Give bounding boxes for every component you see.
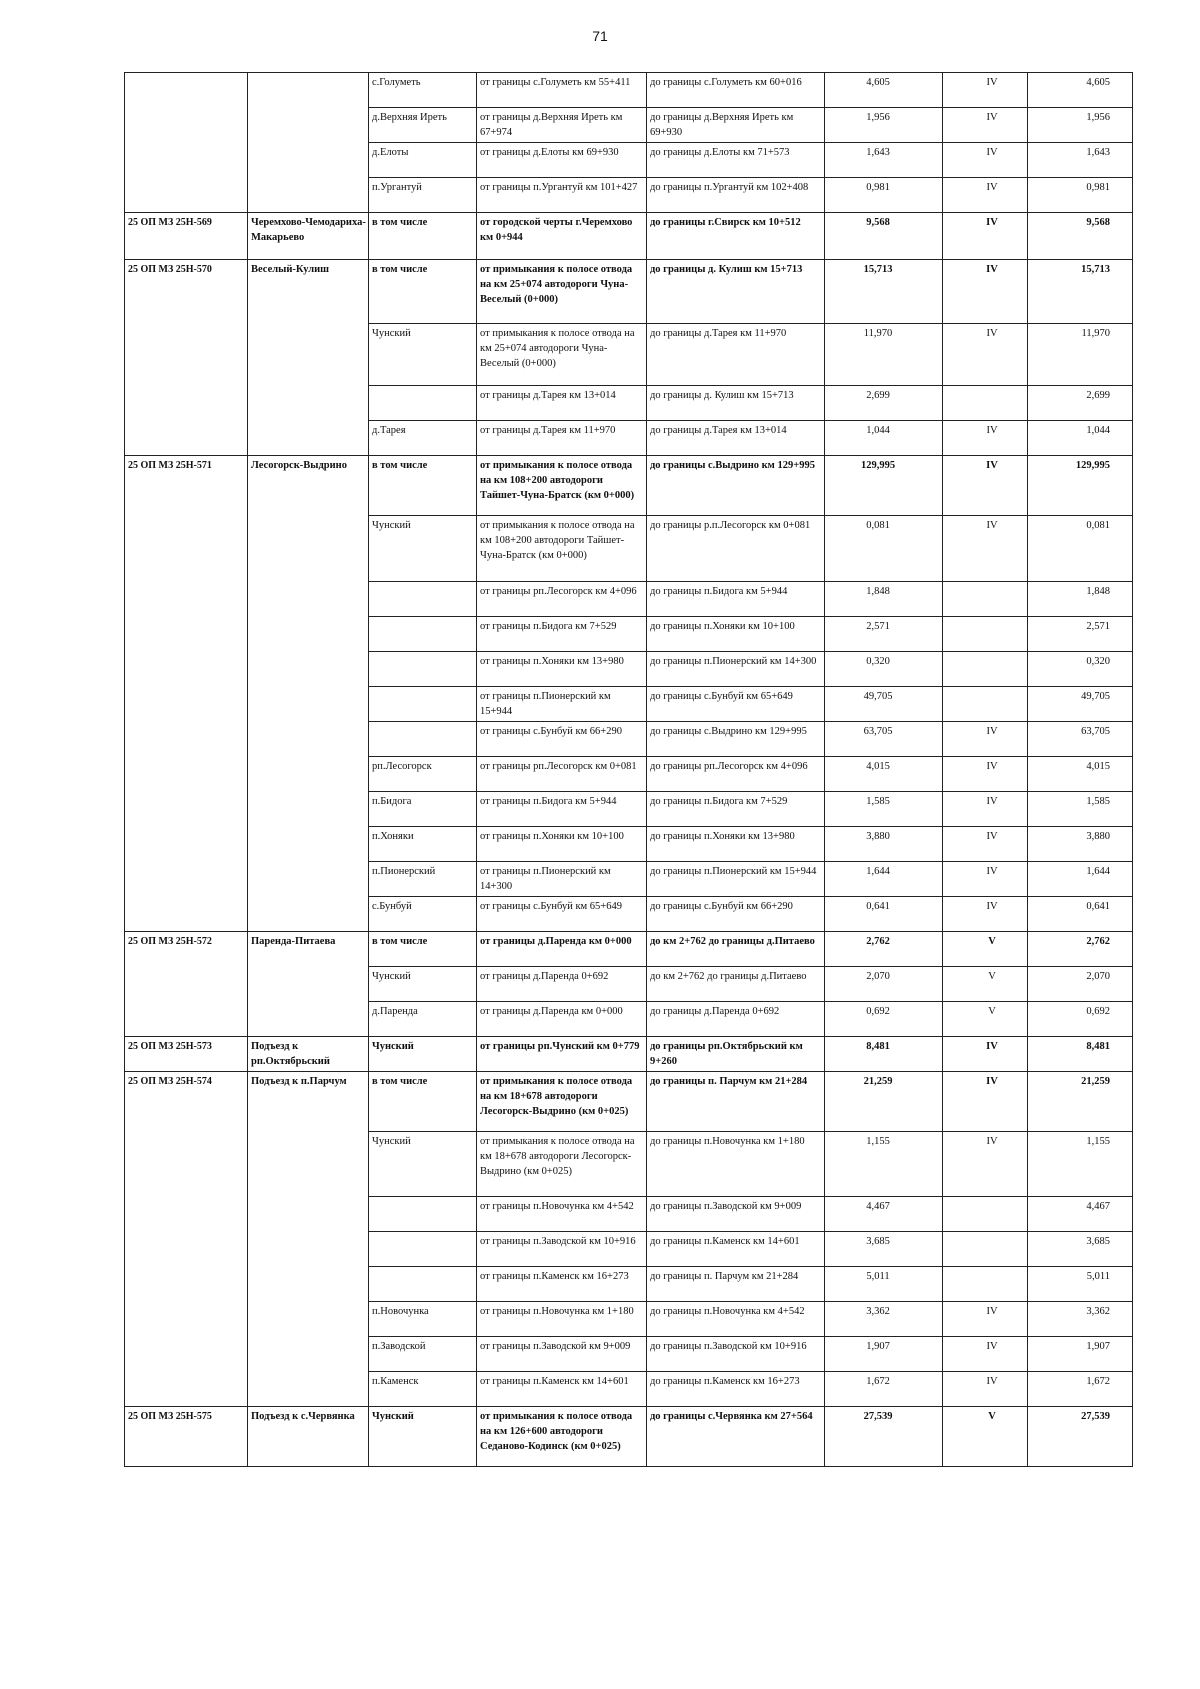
total-cell: 2,571 <box>1028 617 1133 652</box>
from-cell: от примыкания к полосе отвода на км 18+678 автодороги Лесогорск-Выдрино (км 0+025) <box>477 1132 647 1197</box>
length-cell: 49,705 <box>825 687 943 722</box>
to-cell: до границы с.Бунбуй км 66+290 <box>647 897 825 932</box>
road-code-cell: 25 ОП МЗ 25Н-573 <box>125 1037 248 1072</box>
to-cell: до границы п. Парчум км 21+284 <box>647 1072 825 1132</box>
locality-cell <box>369 1267 477 1302</box>
total-cell: 129,995 <box>1028 456 1133 516</box>
locality-cell: п.Бидога <box>369 792 477 827</box>
total-cell: 1,585 <box>1028 792 1133 827</box>
from-cell: от границы п.Ургантуй км 101+427 <box>477 178 647 213</box>
to-cell: до границы с.Голуметь км 60+016 <box>647 73 825 108</box>
to-cell: до границы п.Хоняки км 10+100 <box>647 617 825 652</box>
category-cell: IV <box>943 1337 1028 1372</box>
total-cell: 63,705 <box>1028 722 1133 757</box>
length-cell: 1,585 <box>825 792 943 827</box>
from-cell: от границы п.Заводской км 10+916 <box>477 1232 647 1267</box>
to-cell: до границы п.Пионерский км 14+300 <box>647 652 825 687</box>
from-cell: от границы рп.Чунский км 0+779 <box>477 1037 647 1072</box>
locality-cell: п.Заводской <box>369 1337 477 1372</box>
total-cell: 3,362 <box>1028 1302 1133 1337</box>
to-cell: до границы п.Пионерский км 15+944 <box>647 862 825 897</box>
total-cell: 1,956 <box>1028 108 1133 143</box>
locality-cell: рп.Лесогорск <box>369 757 477 792</box>
length-cell: 1,044 <box>825 421 943 456</box>
category-cell <box>943 687 1028 722</box>
category-cell: V <box>943 967 1028 1002</box>
total-cell: 0,081 <box>1028 516 1133 582</box>
to-cell: до границы д.Паренда 0+692 <box>647 1002 825 1037</box>
length-cell: 9,568 <box>825 213 943 260</box>
from-cell: от границы п.Хоняки км 13+980 <box>477 652 647 687</box>
from-cell: от границы п.Хоняки км 10+100 <box>477 827 647 862</box>
locality-cell <box>369 617 477 652</box>
category-cell <box>943 1232 1028 1267</box>
total-cell: 1,907 <box>1028 1337 1133 1372</box>
total-cell: 4,015 <box>1028 757 1133 792</box>
category-cell <box>943 617 1028 652</box>
from-cell: от границы рп.Лесогорск км 4+096 <box>477 582 647 617</box>
locality-cell: Чунский <box>369 516 477 582</box>
from-cell: от границы д.Елоты км 69+930 <box>477 143 647 178</box>
to-cell: до границы п.Хоняки км 13+980 <box>647 827 825 862</box>
category-cell: V <box>943 1407 1028 1467</box>
category-cell <box>943 652 1028 687</box>
from-cell: от границы д.Верхняя Иреть км 67+974 <box>477 108 647 143</box>
total-cell: 3,685 <box>1028 1232 1133 1267</box>
road-table <box>124 72 1133 1467</box>
locality-cell: п.Пионерский <box>369 862 477 897</box>
from-cell: от границы п.Бидога км 5+944 <box>477 792 647 827</box>
road-name-cell: Подъезд к с.Червянка <box>248 1407 369 1467</box>
length-cell: 2,070 <box>825 967 943 1002</box>
from-cell: от границы п.Бидога км 7+529 <box>477 617 647 652</box>
from-cell: от границы рп.Лесогорск км 0+081 <box>477 757 647 792</box>
from-cell: от границы д.Паренда км 0+000 <box>477 932 647 967</box>
locality-cell: п.Ургантуй <box>369 178 477 213</box>
locality-cell <box>369 687 477 722</box>
locality-cell: в том числе <box>369 932 477 967</box>
total-cell: 4,467 <box>1028 1197 1133 1232</box>
locality-cell: Чунский <box>369 967 477 1002</box>
road-code-cell <box>125 73 248 213</box>
length-cell: 3,362 <box>825 1302 943 1337</box>
to-cell: до границы рп.Октябрьский км 9+260 <box>647 1037 825 1072</box>
from-cell: от границы п.Новочунка км 1+180 <box>477 1302 647 1337</box>
table-row <box>125 73 1133 108</box>
from-cell: от границы п.Пионерский км 14+300 <box>477 862 647 897</box>
road-name-cell: Черемхово-Чемодариха-Макарьево <box>248 213 369 260</box>
to-cell: до границы д. Кулиш км 15+713 <box>647 386 825 421</box>
page-number: 71 <box>592 28 608 44</box>
length-cell: 1,643 <box>825 143 943 178</box>
locality-cell <box>369 1232 477 1267</box>
locality-cell: д.Паренда <box>369 1002 477 1037</box>
total-cell: 0,981 <box>1028 178 1133 213</box>
locality-cell: с.Голуметь <box>369 73 477 108</box>
length-cell: 63,705 <box>825 722 943 757</box>
locality-cell: в том числе <box>369 456 477 516</box>
category-cell: IV <box>943 1072 1028 1132</box>
total-cell: 5,011 <box>1028 1267 1133 1302</box>
locality-cell: в том числе <box>369 213 477 260</box>
from-cell: от границы д.Тарея км 11+970 <box>477 421 647 456</box>
locality-cell: п.Новочунка <box>369 1302 477 1337</box>
locality-cell: д.Тарея <box>369 421 477 456</box>
length-cell: 0,320 <box>825 652 943 687</box>
table-row <box>125 1037 1133 1072</box>
from-cell: от примыкания к полосе отвода на км 108+200 автодороги Тайшет-Чуна-Братск (км 0+000) <box>477 456 647 516</box>
to-cell: до границы п.Новочунка км 1+180 <box>647 1132 825 1197</box>
length-cell: 2,762 <box>825 932 943 967</box>
total-cell: 2,762 <box>1028 932 1133 967</box>
length-cell: 11,970 <box>825 324 943 386</box>
to-cell: до границы рп.Лесогорск км 4+096 <box>647 757 825 792</box>
total-cell: 1,643 <box>1028 143 1133 178</box>
to-cell: до границы с.Червянка км 27+564 <box>647 1407 825 1467</box>
road-name-cell <box>248 73 369 213</box>
locality-cell: в том числе <box>369 1072 477 1132</box>
table-row <box>125 456 1133 516</box>
road-code-cell: 25 ОП МЗ 25Н-572 <box>125 932 248 1037</box>
table-row <box>125 932 1133 967</box>
to-cell: до границы с.Выдрино км 129+995 <box>647 722 825 757</box>
from-cell: от границы п.Каменск км 14+601 <box>477 1372 647 1407</box>
category-cell: IV <box>943 897 1028 932</box>
length-cell: 1,155 <box>825 1132 943 1197</box>
length-cell: 0,692 <box>825 1002 943 1037</box>
to-cell: до границы д.Тарея км 11+970 <box>647 324 825 386</box>
total-cell: 1,644 <box>1028 862 1133 897</box>
to-cell: до границы д.Верхняя Иреть км 69+930 <box>647 108 825 143</box>
length-cell: 15,713 <box>825 260 943 324</box>
road-code-cell: 25 ОП МЗ 25Н-570 <box>125 260 248 456</box>
road-name-cell: Паренда-Питаева <box>248 932 369 1037</box>
category-cell: IV <box>943 1302 1028 1337</box>
locality-cell: д.Елоты <box>369 143 477 178</box>
from-cell: от границы п.Новочунка км 4+542 <box>477 1197 647 1232</box>
length-cell: 0,641 <box>825 897 943 932</box>
length-cell: 2,699 <box>825 386 943 421</box>
total-cell: 2,070 <box>1028 967 1133 1002</box>
category-cell: V <box>943 932 1028 967</box>
length-cell: 5,011 <box>825 1267 943 1302</box>
category-cell: IV <box>943 73 1028 108</box>
to-cell: до границы п. Парчум км 21+284 <box>647 1267 825 1302</box>
total-cell: 0,320 <box>1028 652 1133 687</box>
category-cell: IV <box>943 722 1028 757</box>
total-cell: 21,259 <box>1028 1072 1133 1132</box>
category-cell: IV <box>943 757 1028 792</box>
category-cell: IV <box>943 1037 1028 1072</box>
to-cell: до границы д. Кулиш км 15+713 <box>647 260 825 324</box>
road-code-cell: 25 ОП МЗ 25Н-571 <box>125 456 248 932</box>
to-cell: до границы с.Выдрино км 129+995 <box>647 456 825 516</box>
to-cell: до границы с.Бунбуй км 65+649 <box>647 687 825 722</box>
locality-cell: Чунский <box>369 324 477 386</box>
road-code-cell: 25 ОП МЗ 25Н-574 <box>125 1072 248 1407</box>
total-cell: 0,641 <box>1028 897 1133 932</box>
locality-cell: с.Бунбуй <box>369 897 477 932</box>
locality-cell: Чунский <box>369 1132 477 1197</box>
to-cell: до границы п.Бидога км 7+529 <box>647 792 825 827</box>
length-cell: 4,015 <box>825 757 943 792</box>
from-cell: от примыкания к полосе отвода на км 25+074 автодороги Чуна-Веселый (0+000) <box>477 324 647 386</box>
total-cell: 1,044 <box>1028 421 1133 456</box>
locality-cell: Чунский <box>369 1407 477 1467</box>
category-cell: IV <box>943 324 1028 386</box>
from-cell: от границы д.Паренда 0+692 <box>477 967 647 1002</box>
category-cell: IV <box>943 1132 1028 1197</box>
length-cell: 21,259 <box>825 1072 943 1132</box>
total-cell: 15,713 <box>1028 260 1133 324</box>
from-cell: от границы п.Заводской км 9+009 <box>477 1337 647 1372</box>
to-cell: до границы г.Свирск км 10+512 <box>647 213 825 260</box>
length-cell: 1,848 <box>825 582 943 617</box>
category-cell: IV <box>943 143 1028 178</box>
total-cell: 1,848 <box>1028 582 1133 617</box>
category-cell: IV <box>943 862 1028 897</box>
locality-cell <box>369 1197 477 1232</box>
length-cell: 2,571 <box>825 617 943 652</box>
category-cell: IV <box>943 827 1028 862</box>
total-cell: 8,481 <box>1028 1037 1133 1072</box>
from-cell: от примыкания к полосе отвода на км 108+200 автодороги Тайшет-Чуна-Братск (км 0+000) <box>477 516 647 582</box>
locality-cell: п.Хоняки <box>369 827 477 862</box>
category-cell <box>943 1267 1028 1302</box>
category-cell: IV <box>943 792 1028 827</box>
length-cell: 4,605 <box>825 73 943 108</box>
category-cell: IV <box>943 421 1028 456</box>
category-cell <box>943 1197 1028 1232</box>
category-cell: IV <box>943 108 1028 143</box>
total-cell: 2,699 <box>1028 386 1133 421</box>
length-cell: 1,956 <box>825 108 943 143</box>
length-cell: 0,981 <box>825 178 943 213</box>
table-row <box>125 213 1133 260</box>
category-cell: IV <box>943 516 1028 582</box>
category-cell <box>943 386 1028 421</box>
total-cell: 1,155 <box>1028 1132 1133 1197</box>
to-cell: до границы п.Каменск км 14+601 <box>647 1232 825 1267</box>
road-name-cell: Подъезд к п.Парчум <box>248 1072 369 1407</box>
category-cell: IV <box>943 178 1028 213</box>
to-cell: до границы п.Каменск км 16+273 <box>647 1372 825 1407</box>
total-cell: 9,568 <box>1028 213 1133 260</box>
locality-cell <box>369 652 477 687</box>
total-cell: 4,605 <box>1028 73 1133 108</box>
from-cell: от примыкания к полосе отвода на км 126+600 автодороги Седаново-Кодинск (км 0+025) <box>477 1407 647 1467</box>
length-cell: 3,880 <box>825 827 943 862</box>
from-cell: от городской черты г.Черемхово км 0+944 <box>477 213 647 260</box>
to-cell: до границы п.Заводской км 9+009 <box>647 1197 825 1232</box>
length-cell: 1,907 <box>825 1337 943 1372</box>
road-table-body <box>125 73 1133 1467</box>
locality-cell: п.Каменск <box>369 1372 477 1407</box>
length-cell: 1,644 <box>825 862 943 897</box>
total-cell: 27,539 <box>1028 1407 1133 1467</box>
from-cell: от границы с.Бунбуй км 66+290 <box>477 722 647 757</box>
road-code-cell: 25 ОП МЗ 25Н-575 <box>125 1407 248 1467</box>
to-cell: до границы р.п.Лесогорск км 0+081 <box>647 516 825 582</box>
from-cell: от границы д.Паренда км 0+000 <box>477 1002 647 1037</box>
length-cell: 129,995 <box>825 456 943 516</box>
length-cell: 0,081 <box>825 516 943 582</box>
to-cell: до границы п.Заводской км 10+916 <box>647 1337 825 1372</box>
locality-cell <box>369 386 477 421</box>
category-cell: IV <box>943 456 1028 516</box>
to-cell: до границы д.Тарея км 13+014 <box>647 421 825 456</box>
length-cell: 27,539 <box>825 1407 943 1467</box>
locality-cell: д.Верхняя Иреть <box>369 108 477 143</box>
total-cell: 3,880 <box>1028 827 1133 862</box>
to-cell: до границы п.Новочунка км 4+542 <box>647 1302 825 1337</box>
total-cell: 1,672 <box>1028 1372 1133 1407</box>
to-cell: до границы п.Ургантуй км 102+408 <box>647 178 825 213</box>
to-cell: до км 2+762 до границы д.Питаево <box>647 967 825 1002</box>
road-name-cell: Веселый-Кулиш <box>248 260 369 456</box>
to-cell: до границы п.Бидога км 5+944 <box>647 582 825 617</box>
from-cell: от границы с.Голуметь км 55+411 <box>477 73 647 108</box>
road-name-cell: Лесогорск-Выдрино <box>248 456 369 932</box>
category-cell: IV <box>943 213 1028 260</box>
to-cell: до км 2+762 до границы д.Питаево <box>647 932 825 967</box>
from-cell: от примыкания к полосе отвода на км 18+678 автодороги Лесогорск-Выдрино (км 0+025) <box>477 1072 647 1132</box>
from-cell: от границы д.Тарея км 13+014 <box>477 386 647 421</box>
road-code-cell: 25 ОП МЗ 25Н-569 <box>125 213 248 260</box>
from-cell: от примыкания к полосе отвода на км 25+074 автодороги Чуна-Веселый (0+000) <box>477 260 647 324</box>
length-cell: 8,481 <box>825 1037 943 1072</box>
length-cell: 4,467 <box>825 1197 943 1232</box>
total-cell: 49,705 <box>1028 687 1133 722</box>
from-cell: от границы с.Бунбуй км 65+649 <box>477 897 647 932</box>
total-cell: 0,692 <box>1028 1002 1133 1037</box>
locality-cell: в том числе <box>369 260 477 324</box>
locality-cell <box>369 582 477 617</box>
table-row <box>125 260 1133 324</box>
total-cell: 11,970 <box>1028 324 1133 386</box>
locality-cell <box>369 722 477 757</box>
table-row <box>125 1072 1133 1132</box>
road-name-cell: Подъезд к рп.Октябрьский <box>248 1037 369 1072</box>
category-cell: IV <box>943 260 1028 324</box>
to-cell: до границы д.Елоты км 71+573 <box>647 143 825 178</box>
from-cell: от границы п.Пионерский км 15+944 <box>477 687 647 722</box>
table-row <box>125 1407 1133 1467</box>
from-cell: от границы п.Каменск км 16+273 <box>477 1267 647 1302</box>
length-cell: 1,672 <box>825 1372 943 1407</box>
category-cell: V <box>943 1002 1028 1037</box>
category-cell: IV <box>943 1372 1028 1407</box>
locality-cell: Чунский <box>369 1037 477 1072</box>
length-cell: 3,685 <box>825 1232 943 1267</box>
category-cell <box>943 582 1028 617</box>
